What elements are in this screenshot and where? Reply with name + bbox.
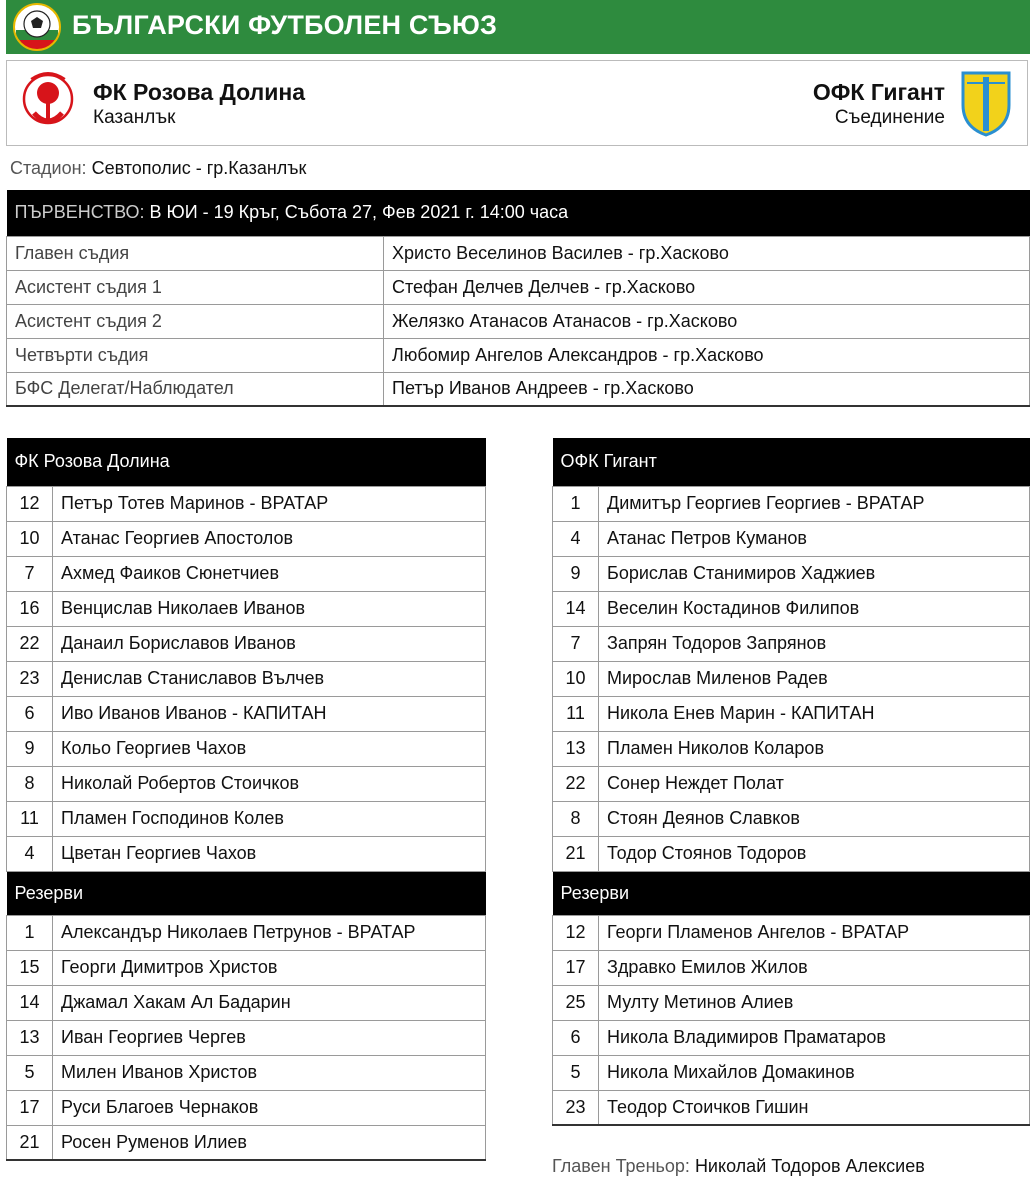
player-name: Денислав Станиславов Вълчев	[53, 661, 486, 696]
reserve-row	[553, 1090, 1030, 1125]
player-name: Стоян Деянов Славков	[599, 801, 1030, 836]
player-number: 12	[553, 915, 599, 950]
home-reserves-header	[7, 871, 486, 915]
player-name: Петър Тотев Маринов - ВРАТАР	[53, 486, 486, 521]
player-number: 13	[7, 1020, 53, 1055]
player-row	[553, 556, 1030, 591]
player-number: 21	[7, 1125, 53, 1160]
player-name: Никола Михайлов Домакинов	[599, 1055, 1030, 1090]
player-number: 23	[7, 661, 53, 696]
player-number: 5	[7, 1055, 53, 1090]
coach-label: Главен Треньор:	[552, 1156, 690, 1176]
player-row	[553, 661, 1030, 696]
player-name: Сонер Неждет Полат	[599, 766, 1030, 801]
player-number: 25	[553, 985, 599, 1020]
player-number: 11	[553, 696, 599, 731]
official-row	[7, 338, 1030, 372]
player-number: 5	[553, 1055, 599, 1090]
reserve-row	[553, 1020, 1030, 1055]
official-name: Стефан Делчев Делчев - гр.Хасково	[384, 270, 1030, 304]
reserves-label: Резерви	[553, 871, 1030, 915]
player-number: 1	[7, 915, 53, 950]
player-name: Тодор Стоянов Тодоров	[599, 836, 1030, 871]
federation-header	[6, 0, 1030, 54]
player-name: Димитър Георгиев Георгиев - ВРАТАР	[599, 486, 1030, 521]
championship-label: ПЪРВЕНСТВО:	[14, 202, 145, 223]
player-name: Данаил Бориславов Иванов	[53, 626, 486, 661]
player-number: 8	[7, 766, 53, 801]
player-row	[553, 696, 1030, 731]
player-number: 14	[553, 591, 599, 626]
player-name: Мирослав Миленов Радев	[599, 661, 1030, 696]
player-row	[7, 521, 486, 556]
player-number: 12	[7, 486, 53, 521]
player-number: 6	[553, 1020, 599, 1055]
official-role: Асистент съдия 2	[7, 304, 384, 338]
player-number: 15	[7, 950, 53, 985]
player-number: 23	[553, 1090, 599, 1125]
reserve-row	[7, 915, 486, 950]
player-name: Никола Енев Марин - КАПИТАН	[599, 696, 1030, 731]
championship-row	[7, 190, 1030, 236]
player-name: Иво Иванов Иванов - КАПИТАН	[53, 696, 486, 731]
reserve-row	[7, 1090, 486, 1125]
player-number: 9	[7, 731, 53, 766]
player-name: Атанас Георгиев Апостолов	[53, 521, 486, 556]
reserve-row	[7, 1055, 486, 1090]
player-number: 6	[7, 696, 53, 731]
official-role: Четвърти съдия	[7, 338, 384, 372]
player-row	[7, 801, 486, 836]
championship-value: В ЮИ - 19 Кръг, Събота 27, Фев 2021 г. 14:00 часа	[149, 202, 569, 223]
player-number: 1	[553, 486, 599, 521]
home-team-city: Казанлък	[93, 107, 176, 128]
player-number: 21	[553, 836, 599, 871]
player-number: 4	[553, 521, 599, 556]
player-name: Александър Николаев Петрунов - ВРАТАР	[53, 915, 486, 950]
player-name: Борислав Станимиров Хаджиев	[599, 556, 1030, 591]
player-row	[553, 591, 1030, 626]
away-reserves-header	[553, 871, 1030, 915]
player-row	[553, 486, 1030, 521]
player-number: 17	[553, 950, 599, 985]
reserve-row	[553, 1055, 1030, 1090]
home-team-name: ФК Розова Долина	[93, 79, 306, 105]
player-name: Ахмед Фаиков Сюнетчиев	[53, 556, 486, 591]
official-row	[7, 372, 1030, 406]
coach-name: Николай Тодоров Алексиев	[694, 1156, 925, 1176]
player-row	[7, 626, 486, 661]
stadium-line	[10, 158, 306, 179]
official-role: БФС Делегат/Наблюдател	[7, 372, 384, 406]
official-role: Асистент съдия 1	[7, 270, 384, 304]
player-number: 14	[7, 985, 53, 1020]
player-number: 16	[7, 591, 53, 626]
player-name: Росен Руменов Илиев	[53, 1125, 486, 1160]
player-number: 8	[553, 801, 599, 836]
away-team-city: Съединение	[834, 107, 945, 128]
player-number: 17	[7, 1090, 53, 1125]
player-row	[553, 801, 1030, 836]
player-row	[7, 661, 486, 696]
player-row	[7, 556, 486, 591]
reserve-row	[553, 950, 1030, 985]
player-name: Запрян Тодоров Запрянов	[599, 626, 1030, 661]
match-officials-table	[6, 190, 1030, 407]
official-row	[7, 236, 1030, 270]
player-name: Здравко Емилов Жилов	[599, 950, 1030, 985]
player-name: Николай Робертов Стоичков	[53, 766, 486, 801]
player-number: 13	[553, 731, 599, 766]
home-roster-table	[6, 438, 486, 1161]
player-number: 22	[553, 766, 599, 801]
player-row	[7, 591, 486, 626]
home-roster-title: ФК Розова Долина	[7, 438, 486, 486]
player-name: Веселин Костадинов Филипов	[599, 591, 1030, 626]
away-team-name: ОФК Гигант	[812, 79, 945, 105]
away-roster-header	[553, 438, 1030, 486]
player-row	[553, 731, 1030, 766]
player-name: Руси Благоев Чернаков	[53, 1090, 486, 1125]
player-number: 7	[7, 556, 53, 591]
player-row	[553, 626, 1030, 661]
player-name: Георги Пламенов Ангелов - ВРАТАР	[599, 915, 1030, 950]
reserve-row	[7, 950, 486, 985]
player-name: Пламен Николов Коларов	[599, 731, 1030, 766]
player-name: Цветан Георгиев Чахов	[53, 836, 486, 871]
player-number: 22	[7, 626, 53, 661]
official-name: Желязко Атанасов Атанасов - гр.Хасково	[384, 304, 1030, 338]
head-coach-line	[552, 1156, 925, 1177]
official-name: Петър Иванов Андреев - гр.Хасково	[384, 372, 1030, 406]
player-row	[7, 836, 486, 871]
official-name: Любомир Ангелов Александров - гр.Хасково	[384, 338, 1030, 372]
player-row	[553, 521, 1030, 556]
player-number: 7	[553, 626, 599, 661]
reserve-row	[7, 1125, 486, 1160]
stadium-value: Севтополис - гр.Казанлък	[91, 158, 307, 178]
away-roster-table	[552, 438, 1030, 1126]
away-roster-title: ОФК Гигант	[553, 438, 1030, 486]
stadium-label: Стадион:	[10, 158, 87, 178]
official-name: Христо Веселинов Василев - гр.Хасково	[384, 236, 1030, 270]
player-number: 9	[553, 556, 599, 591]
reserve-row	[7, 1020, 486, 1055]
player-row	[553, 836, 1030, 871]
teams-card	[6, 60, 1028, 146]
player-name: Пламен Господинов Колев	[53, 801, 486, 836]
player-row	[553, 766, 1030, 801]
player-name: Теодор Стоичков Гишин	[599, 1090, 1030, 1125]
player-row	[7, 696, 486, 731]
reserve-row	[7, 985, 486, 1020]
reserve-row	[553, 915, 1030, 950]
player-name: Атанас Петров Куманов	[599, 521, 1030, 556]
player-number: 4	[7, 836, 53, 871]
home-roster-header	[7, 438, 486, 486]
player-name: Джамал Хакам Ал Бадарин	[53, 985, 486, 1020]
player-name: Милен Иванов Христов	[53, 1055, 486, 1090]
player-name: Мулту Метинов Алиев	[599, 985, 1030, 1020]
gigant-shield-crest-icon	[959, 69, 1013, 137]
player-number: 10	[7, 521, 53, 556]
player-name: Никола Владимиров Праматаров	[599, 1020, 1030, 1055]
player-name: Венцислав Николаев Иванов	[53, 591, 486, 626]
reserves-label: Резерви	[7, 871, 486, 915]
player-number: 11	[7, 801, 53, 836]
player-name: Иван Георгиев Чергев	[53, 1020, 486, 1055]
reserve-row	[553, 985, 1030, 1020]
official-row	[7, 304, 1030, 338]
player-row	[7, 486, 486, 521]
player-name: Кольо Георгиев Чахов	[53, 731, 486, 766]
bfs-football-crest-icon	[8, 2, 66, 52]
player-row	[7, 731, 486, 766]
player-number: 10	[553, 661, 599, 696]
official-row	[7, 270, 1030, 304]
federation-title: БЪЛГАРСКИ ФУТБОЛЕН СЪЮЗ	[72, 10, 498, 40]
player-row	[7, 766, 486, 801]
player-name: Георги Димитров Христов	[53, 950, 486, 985]
official-role: Главен съдия	[7, 236, 384, 270]
rozova-dolina-crest-icon	[21, 69, 75, 139]
